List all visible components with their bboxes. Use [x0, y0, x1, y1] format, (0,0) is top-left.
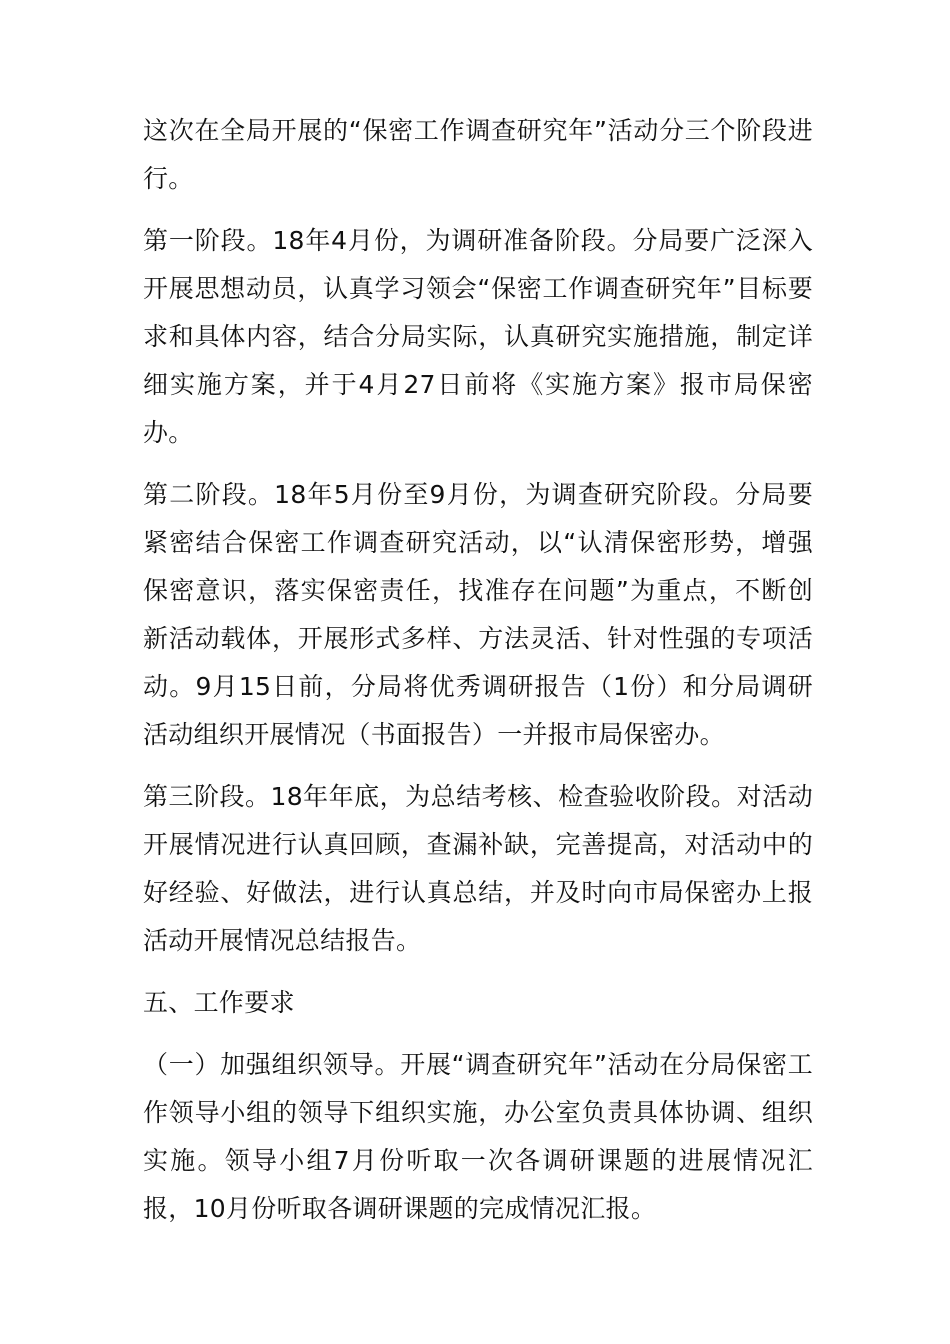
paragraph-stage-two: 第二阶段。18年5月份至9月份，为调查研究阶段。分局要紧密结合保密工作调查研究活动，以“认清保密形势，增强保密意识，落实保密责任，找准存在问题”为重点，不断创新活动载体，开展形式多样、方法灵活、针对性强的专项活动。9月15日前，分局将优秀调研报告（1份）和分局调研活动组织开展情况（书面报告）一并报市局保密办。 [143, 480, 813, 749]
paragraph-intro: 这次在全局开展的“保密工作调查研究年”活动分三个阶段进行。 [143, 116, 813, 193]
paragraph-requirement-one: （一）加强组织领导。开展“调查研究年”活动在分局保密工作领导小组的领导下组织实施，办公室负责具体协调、组织实施。领导小组7月份听取一次各调研课题的进展情况汇报，10月份听取各调研课题的完成情况汇报。 [143, 1050, 813, 1223]
paragraph-stage-three: 第三阶段。18年年底，为总结考核、检查验收阶段。对活动开展情况进行认真回顾，查漏补缺，完善提高，对活动中的好经验、好做法，进行认真总结，并及时向市局保密办上报活动开展情况总结报告。 [143, 782, 813, 955]
section-heading-work-requirements: 五、工作要求 [143, 988, 295, 1017]
document-body [143, 107, 813, 1247]
paragraph-stage-one: 第一阶段。18年4月份，为调研准备阶段。分局要广泛深入开展思想动员，认真学习领会“保密工作调查研究年”目标要求和具体内容，结合分局实际，认真研究实施措施，制定详细实施方案，并于4月27日前将《实施方案》报市局保密办。 [143, 226, 813, 447]
